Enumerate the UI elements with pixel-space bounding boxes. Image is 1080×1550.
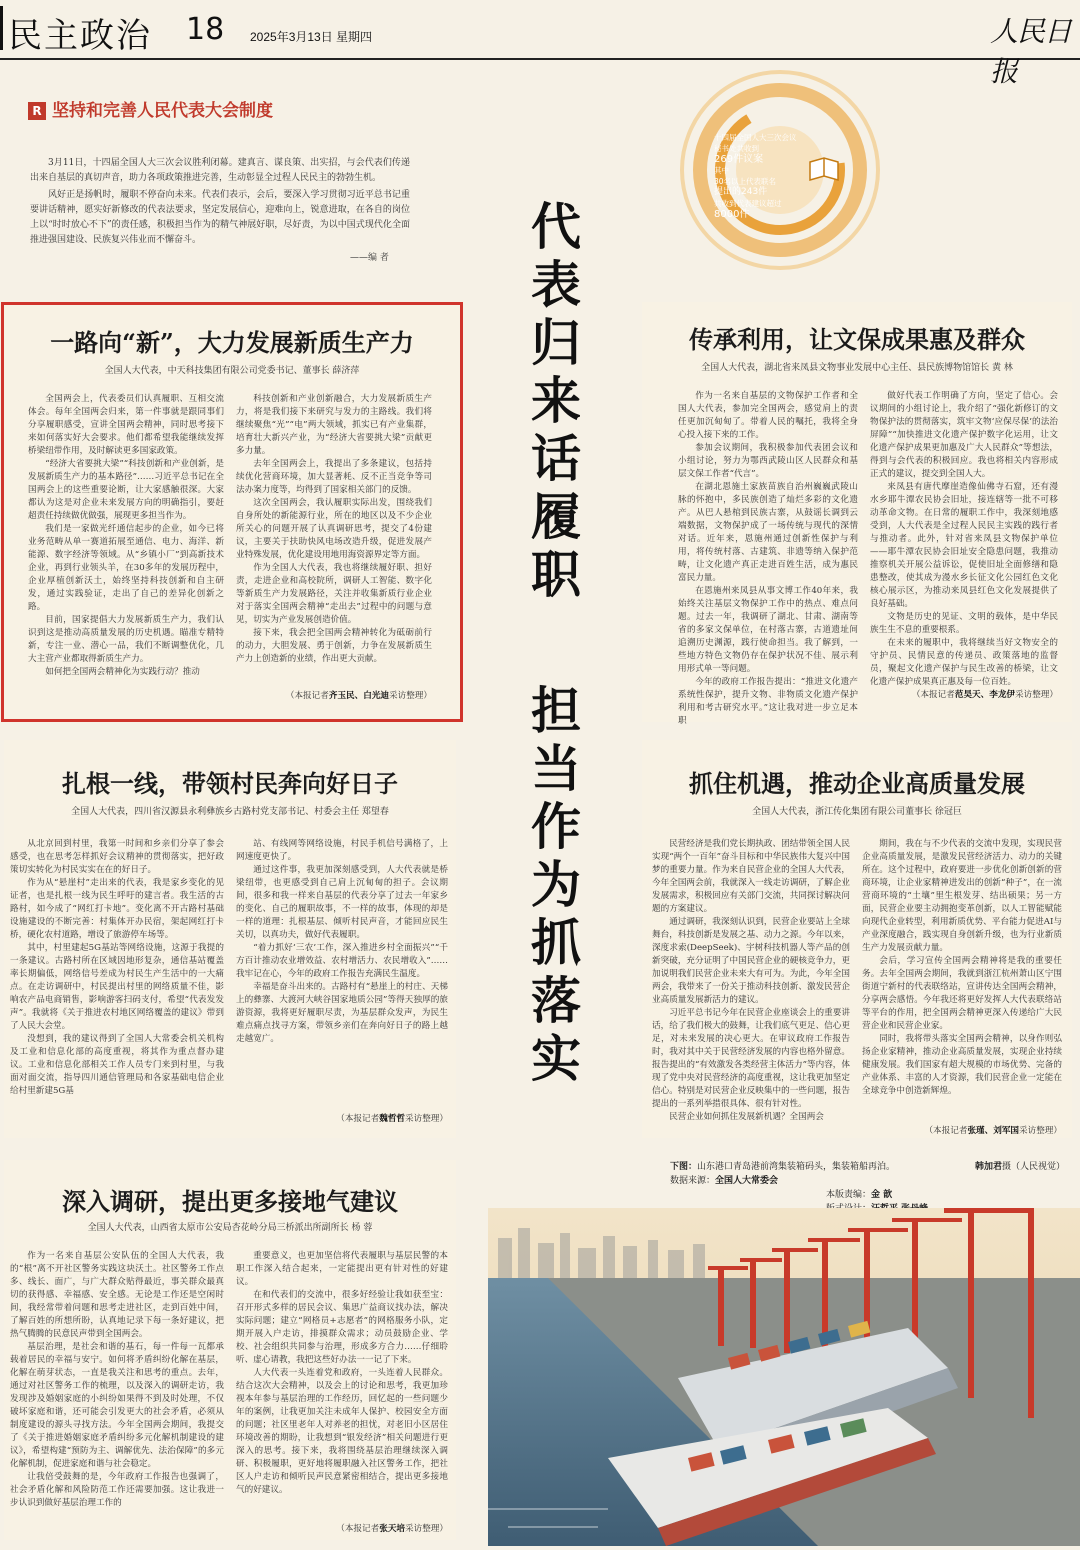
- article-title: 深入调研，提出更多接地气建议: [62, 1187, 398, 1216]
- article-column: [10, 838, 224, 1122]
- article-byline: 全国人大代表，山西省太原市公安局杏花岭分局三桥派出所副所长 杨 蓉: [87, 1223, 373, 1233]
- article-paragraph: 在和代表们的交流中，很多好经验让我如获至宝：召开形式多样的居民会议、集思广益商议找办法，解决实际问题；建立“网格员+志愿者”的网格服务小队，定期开展入户走访，排摸群众需求；动员鼓励企业、学校、社会组织共同参与治理，形成多方合力……仔细聆听、虚心请教，我把这些好办法一一记了下来。: [236, 1290, 448, 1365]
- caption-line: 下图：山东港口青岛港前湾集装箱码头，集装箱船再泊。 韩加君摄（人民视觉）: [670, 1162, 1065, 1172]
- article-paragraph: 作为全国人大代表，我也将继续履好职、担好责，走进企业和高校院所，调研人工智能、数字化等新质生产力发展路径，关注并收集新质行业企业对于落实全国两会精神“走出去”过程中的问题与意见，切实为产业发展创造价值。: [236, 563, 432, 625]
- article-credit: （本报记者张瑾、刘军国采访整理）: [924, 1126, 1062, 1136]
- headline-part1-text: 代表归来话履职: [531, 198, 581, 604]
- intro-paragraph: 风好正是扬帆时，履职不停奋向未来。代表们表示，会后，要深入学习贯彻习近平总书记重要讲话精神，愿实好新修改的代表法要求，坚定发展信心，迎难向上，锐意进取，在各自的岗位上以“时时放心不下”的责任感，积极担当作为的精气神展好职，尽好责，为以中国式现代化全面推进强国建设、民族复兴伟业而不懈奋斗。: [30, 190, 410, 245]
- intro-signature: ——编 者: [350, 253, 389, 263]
- article-credit: （本报记者魏哲哲采访整理）: [336, 1114, 448, 1124]
- article-paragraph: 让我倍受鼓舞的是，今年政府工作报告也强调了，社会矛盾化解和风险防范工作还需要加强。这让我进一步认识到做好基层治理工作的: [10, 1472, 224, 1508]
- article-paragraph: 去年全国两会上，我提出了多条建议，包括持续优化营商环境，加大显著耗、反不正当竞争等司法办案力度等，均得到了国家相关部门的反馈。: [236, 459, 432, 495]
- infographic-line: 8000件: [714, 209, 750, 220]
- article-rural-grassroots: [4, 740, 456, 1138]
- article-paragraph: 参加会议期间，我积极参加代表团会议和小组讨论，努力为鄂西武陵山区人民群众和基层文保工作者“代言”。: [678, 443, 858, 479]
- article-column: [236, 1250, 448, 1512]
- port-photo: [488, 1208, 1080, 1546]
- article-paragraph: 民营经济是我们党长期执政、团结带领全国人民实现“两个一百年”奋斗目标和中华民族伟大复兴中国梦的重要力量。作为来自民营企业的全国人大代表，今年全国两会前，我就深入一线走访调研，了解企业发展需求，积极回应有关部门交流，共同探讨解决问题的方案建议。: [652, 839, 850, 914]
- article-column: [870, 390, 1058, 688]
- series-title-text: 坚持和完善人民代表大会制度: [52, 101, 273, 121]
- infographic-line: 30名以上代表联名: [714, 177, 777, 186]
- article-paragraph: 民营企业如何抓住发展新机遇？全国两会: [669, 1112, 824, 1122]
- book-icon: [810, 158, 838, 180]
- article-paragraph: 其中，村里建起5G基站等网络设施，这源于我提的一条建议。古路村所在区域因地形复杂，通信基站覆盖率长期偏低，网络信号差成为村民生产生活中的一大痛点。在走访调研中，村民提出村里的网络质量不佳，影响农产品电商销售，影响游客扫码支付，希望“代表发发声”。我就将《关于推进农村地区网络覆盖的建议》带到了人民大会堂。: [10, 943, 224, 1031]
- article-byline: 全国人大代表，中天科技集团有限公司党委书记、董事长 薛济萍: [104, 366, 360, 376]
- masthead: [0, 0, 1080, 88]
- infographic-line: 提出的243件: [714, 187, 768, 197]
- article-paragraph: 同时，我将带头落实全国两会精神，以身作则弘扬企业家精神，推动企业高质量发展，实现企业持续健康发展。我们国家有超大规模的市场优势、完备的产业体系、丰富的人才资源，我们民营企业一定能在全球竞争中创造新辉煌。: [862, 1034, 1062, 1096]
- article-public-security: [4, 1160, 456, 1540]
- article-column: [10, 1250, 224, 1526]
- article-paragraph: 期间，我在与不少代表的交流中发现，实现民营企业高质量发展，是激发民营经济活力、动力的关键所在。这个过程中，政府要进一步优化创新创新的营商环境，让企业家精神进发出的创新“种子”，在一流营商环境的“土壤”里生根发芽、结出硕果；另一方面，民营企业要主动拥抱变革创新，以人工智能赋能向现代企业转型，利用新质优势、平台能力促进AI与产业深度融合，践实现自身创新升级，也为行业新质生产力发展贡献力量。: [862, 839, 1062, 953]
- article-paragraph: 幸福是奋斗出来的。古路村有“悬崖上的村庄、天梯上的彝寨、大渡河大峡谷国家地质公园”等得天独厚的旅游资源，我将更好履职尽责，为基层群众发声，为民生难点痛点找寻方案，带领乡亲们在奔向好日子的路上越走越宽广。: [236, 982, 448, 1044]
- infographic-line: 共收到代表建议超过: [714, 199, 782, 208]
- article-paragraph: 在未来的履职中，我将继续当好文物安全的守护员、民情民意的传递员、政策落地的监督员，聚起文化遗产保护与民生改善的桥梁，让文化遗产保护成果真正惠及每一位百姓。: [870, 638, 1058, 687]
- article-paragraph: “着力抓好‘三农’工作，深入推进乡村全面振兴”“千方百计推动农业增效益、农村增活力、农民增收入”……我牢记在心，今年的政府工作报告充满民生温度。: [236, 943, 448, 979]
- article-paragraph: 目前，国家提倡大力发展新质生产力，我们认识到这是推动高质量发展的历史机遇。瞄准专精特新，专注一业、潜心一品，我们不断调整优化，几大主营产业都取得新质生产力。: [28, 615, 224, 664]
- page-number: 18: [186, 12, 225, 47]
- article-paragraph: 人大代表一头连着党和政府，一头连着人民群众。结合这次大会精神，以及会上的讨论和思考，我更加珍视本年参与基层治理的工作经历，回忆起的一些问题少年的案例，让我更加关注未成年人保护、校园安全方面的问题；社区里老年人对养老的担忧，对老旧小区居住环境改善的期盼，让我想到“银发经济”相关问题进行更深入的思考。接下来，我将围绕基层治理继续深入调研、积极履职，更好地将履职融入社区警务工作，把社区人户走访和倾听民声民意紧密相结合，提出更多接地气的好建议。: [236, 1368, 448, 1495]
- newspaper-logo: 人民日报: [990, 15, 1072, 88]
- series-badge: R: [28, 102, 46, 120]
- article-paragraph: 站、有线网等网络设施，村民手机信号满格了，上网速度更快了。: [236, 839, 448, 862]
- article-paragraph: 作为一名来自基层公安队伍的全国人大代表，我的“根”离不开社区警务实践这块沃土。社区警务工作点多、线长、面广，与广大群众贴得最近，事关群众最真切的获得感、幸福感、安全感。无论是工作还是空闲时间，我经常带着问题和思考走进社区，走到百姓中间，了解百姓的所想所盼，认真地记录下每一条好建议，把热气腾腾的民意民声带到全国两会。: [10, 1251, 224, 1339]
- article-credit: （本报记者齐玉民、白光迪采访整理）: [285, 691, 432, 701]
- editor-intro: [30, 156, 410, 250]
- article-paragraph: 来凤县有唐代摩崖造像仙佛寺石窟，还有漫水乡耶牛潭农民协会旧址，接连辖等一批不可移动革命文物。在日常的履职工作中，我深刻地感受到，人大代表是全过程人民民主实践的践行者与推动者。此外，针对省来凤县文物保护单位——耶牛潭农民协会旧址安全隐患问题，我推动推察机关开展公益诉讼，促使旧址全面修缮和隐患整改，使其成为漫水乡长征文化公园红色文化核心展示区，为推动来凤县红色文化发展提供了良好基础。: [870, 482, 1058, 609]
- article-paragraph: 科技创新和产业创新融合，大力发展新质生产力，将是我们接下来研究与发力的主路线。我们将继续聚焦“光”“电”两大领域，抓实已有产业集群，培育壮大新兴产业，为“经济大省要挑大梁”贡献更多力量。: [236, 394, 432, 456]
- article-credit: （本报记者范昊天、李龙伊采访整理）: [911, 690, 1058, 700]
- series-title: [28, 96, 273, 121]
- headline-part2-text: 担当作为抓落实: [531, 682, 581, 1088]
- article-byline: 全国人大代表，湖北省来凤县文物事业发展中心主任、县民族博物馆馆长 黄 林: [701, 363, 1013, 373]
- article-paragraph: 习近平总书记今年在民营企业座谈会上的重要讲话，给了我们极大的鼓舞，让我们底气更足、信心更足，对未来发展的决心更大。在审议政府工作报告时，我对其中关于民营经济发展的内容也格外留意。报告提出的“有效激发各类经营主体活力”等内容，体现了党中央对民营经济的高度重视，这让我更加坚定信心。特别是对民营企业反映集中的一些问题，报告提出的一系列举措很具体、很有针对性。: [652, 1008, 850, 1109]
- port-photo-illustration: [488, 1208, 1080, 1546]
- infographic-line: 269件议案: [714, 154, 764, 165]
- article-byline: 全国人大代表，四川省汉源县永利彝族乡古路村党支部书记、村委会主任 郑望春: [71, 807, 389, 817]
- article-title: 扎根一线，带领村民奔向好日子: [62, 769, 398, 798]
- intro-paragraph: 3月11日，十四届全国人大三次会议胜利闭幕。建真言、谋良策、出实招，与会代表们传递出来自基层的真切声音，助力各项政策推进完善，生动彰显全过程人民民主的勃勃生机。: [30, 158, 410, 183]
- issue-date: 2025年3月13日 星期四: [250, 30, 373, 44]
- infographic-text: [714, 132, 797, 220]
- article-title: 传承利用，让文保成果惠及群众: [689, 325, 1025, 354]
- caption-line: 数据来源：全国人大常委会: [670, 1176, 779, 1186]
- article-paragraph: 这次全国两会，我认履职实际出发，围绕我们自身所处的新能源行业，所在的地区以及不少企业所关心的问题开展了认真调研思考，提交了4份建议，主要关于扶助快风电场改造升级，促进发展产业特殊发展，优化建设用地用海资源界定等方面。: [236, 498, 432, 560]
- article-paragraph: 作为一名来自基层的文物保护工作者和全国人大代表，参加完全国两会，感觉肩上的责任更加沉甸甸了。带着人民的嘱托，我将全身心投入接下来的工作。: [678, 391, 858, 440]
- article-paragraph: 重要意义，也更加坚信将代表履职与基层民警的本职工作深入结合起来，一定能提出更有针对性的好建议。: [236, 1251, 448, 1287]
- article-paragraph: 在湖北恩施土家族苗族自治州巍巍武陵山脉的怀抱中，多民族创造了灿烂多彩的文化遗产。从巴人悬棺到民族古寨，从鼓谣长调到云端数据，文物保护成了一场传统与现代的深情对话。近年来，恩施州通过创新性保护与利用，将传统村落、古建筑、非遗等纳入保护范畴，让文化遗产真正走进百姓生活，成为惠民富民力量。: [678, 482, 858, 583]
- article-byline: 全国人大代表，浙江传化集团有限公司董事长 徐冠巨: [752, 807, 962, 817]
- infographic-line: 十四届全国人大三次会议: [714, 133, 797, 142]
- article-paragraph: 基层治理，是社会和谐的基石，每一件每一瓦都承载着居民的幸福与安宁。如何将矛盾纠纷化解在基层，化解在萌芽状态，一直是我关注和思考的重点。去年，通过对社区警务工作的梳理，以及深入的调研走访，我发现涉及婚姻家庭的小纠纷如果得不到及时处理，不仅破坏家庭和谐，还可能会引发更大的社会矛盾，必须从制度建设的源头寻找方法。今年全国两会期间，我提交了《关于推进婚姻家庭矛盾纠纷多元化解机制建设的建议》，希望构建“预防为主、调解优先、法治保障”的多元化解机制，促进家庭和谐与社会稳定。: [10, 1342, 224, 1469]
- article-column: [678, 390, 858, 726]
- article-column: [862, 838, 1062, 1122]
- article-paragraph: 做好代表工作明确了方向，坚定了信心。会议期间的小组讨论上，我介绍了“强化新修订的文物保护法的贯彻落实，筑牢文物‘应保尽保’的法治屏障”“加快推进文化遗产保护数字化运用，让文化遗产保护成果更加惠及广大人民群众”等想法，得到与会代表的积极回应。我也将相关内容形成正式的建议，提交到全国人大。: [870, 391, 1058, 479]
- article-paragraph: 作为从“悬崖村”走出来的代表，我是家乡变化的见证者，也是扎根一线为民生呼吁的建言者。我生活的古路村，如今成了“网红打卡地”。变化离不开古路村基础设施建设的不断完善：村集体开办民宿，架起网红打卡桥，硬化农村道路，增设了旅游停车场等。: [10, 878, 224, 940]
- infographic: [650, 70, 910, 270]
- section-name: 民主政治: [8, 16, 152, 56]
- headline-part1: [522, 198, 590, 604]
- infographic-line: 其中: [714, 166, 729, 175]
- article-paragraph: 全国两会上，代表委员们认真履职、互相交流体会。每年全国两会归来，第一件事就是跟同事们分享履职感受，宣讲全国两会精神，同时思考接下来如何落实好大会要求。他们都希望我能继续发挥桥梁纽带作用，及时解读更多国家政策。: [28, 394, 224, 456]
- article-paragraph: 通过调研，我深刻认识到，民营企业要站上全球舞台，科技创新是发展之基、动力之源。今年以来，深度求索(DeepSeek)、宇树科技机器人等产品的创新突破，充分证明了中国民营企业的硬核竞争力，更加说明我们民营企业未来大有可为。为此，今年全国两会，我带来了一份关于推动科技创新、激发民营企业高质量发展新活力的建议。: [652, 917, 850, 1005]
- article-paragraph: 通过这件事，我更加深刻感受到，人大代表就是桥梁纽带，也更感受到自己肩上沉甸甸的担子。会议期间，很多和我一样来自基层的代表分享了过去一年家乡的变化、自己的履职故事，不一样的故事，体现的却是一样的道理：扎根基层、倾听村民声音，才能回应民生关切，以真功夫，做好代表履职。: [236, 865, 448, 940]
- article-paragraph: 会后，学习宣传全国两会精神将是我的重要任务。去年全国两会期间，我就到浙江杭州萧山区宁围街道宁新村的代表联络站，宣讲传达全国两会精神，分享两会感悟。今年我还将更好发挥人大代表联络站等平台的作用，把全国两会精神更深入传递给广大民营企业和民营企业家。: [862, 956, 1062, 1031]
- article-credit: （本报记者张天培采访整理）: [336, 1524, 448, 1534]
- article-paragraph: 今年的政府工作报告提出：“推进文化遗产系统性保护，提升文物、非物质文化遗产保护利用和考古研究水平。”这让我对进一步立足本职: [678, 677, 858, 726]
- editor-line: 本版责编：金 歆: [826, 1190, 893, 1200]
- infographic-line: 秘书处共收到: [714, 144, 759, 153]
- article-title: 一路向“新”，大力发展新质生产力: [50, 328, 414, 357]
- article-private-enterprise: [642, 740, 1072, 1138]
- masthead-bar: [0, 6, 3, 50]
- article-paragraph: “经济大省要挑大梁”“科技创新和产业创新，是发展新质生产力的基本路径”……习近平总书记在全国两会上的这些重要论断，让大家感触很深。大家都认为这是对企业未来发展方向的明确指引，要赶超责任持续做优做强，展现更多担当作为。: [28, 459, 224, 521]
- article-paragraph: 从北京回到村里，我第一时间和乡亲们分享了参会感受，也在思考怎样抓好会议精神的贯彻落实，把好政策切实转化为村民实实在在的好日子。: [10, 839, 224, 875]
- article-paragraph: 在恩施州来凤县从事文博工作40年来，我始终关注基层文物保护工作中的热点、难点问题。过去一年，我调研了湖北、甘肃、湖南等省的多家文保单位，在村落古寨，古道遗址间追溯历史渊源，践行使命担当。我了解到，一些地方特色文物仍存在保护状况不佳、展示利用形式单一等问题。: [678, 586, 858, 674]
- article-column: [652, 838, 850, 1134]
- highlight-frame: [1, 302, 463, 722]
- article-paragraph: 如何把全国两会精神化为实践行动？推动: [45, 667, 200, 677]
- photo-caption: [670, 1160, 1065, 1188]
- article-paragraph: 没想到，我的建议得到了全国人大常委会机关机构及工业和信息化部的高度重视，将其作为重点督办建议。工业和信息化部相关工作人员专门来到村里，与我面对面交流，指导四川通信管理局和各家基础电信企业给村里新建5G基: [10, 1034, 224, 1096]
- article-paragraph: 接下来，我会把全国两会精神转化为砥砺前行的动力，大胆发展、勇于创新，力争在发展新质生产力上创造新的业绩，作出更大贡献。: [236, 628, 432, 664]
- article-paragraph: 我们是一家做光纤通信起步的企业，如今已将业务范畴从单一赛道拓展至通信、电力、海洋、新能源、数字经济等领域。从“乡镇小厂”到高新技术企业，再到行业领头羊，在30多年的发展历程中，企业厚植创新沃土，始终坚持科技创新和自主研发，通过实践验证，走出了自己的差异化创新之路。: [28, 524, 224, 612]
- headline-part2: [522, 682, 590, 1088]
- article-paragraph: 文物是历史的见证、文明的载体，是中华民族生生不息的重要根系。: [870, 612, 1058, 635]
- article-title: 抓住机遇，推动企业高质量发展: [689, 769, 1025, 798]
- article-column: [236, 838, 448, 1110]
- article-cultural-relics: [642, 302, 1072, 726]
